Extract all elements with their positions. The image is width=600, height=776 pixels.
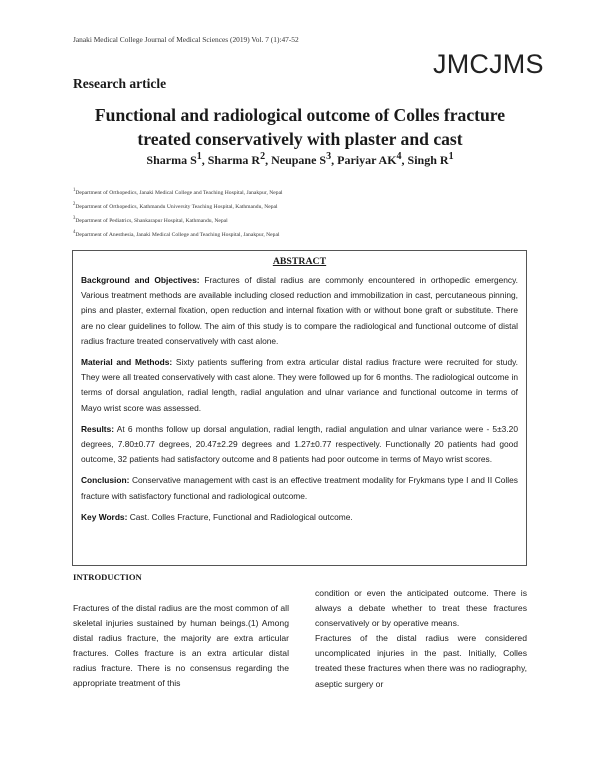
affiliation: $^2$Department of Orthopedics, Kathmandu University Teaching Hospital, Kathmandu, Nepal — [73, 202, 278, 210]
journal-citation: Janaki Medical College Journal of Medical Sciences (2019) Vol. 7 (1):47-52 — [73, 35, 299, 44]
abstract-methods: Material and Methods: Sixty patients suffering from extra articular distal radius fracture were recruited for study. They were all treated conservatively with cast alone. They were followed up for 6 months. The radiological outcome in terms of dorsal angulation, radial length, radial angulation and ulnar variance and functional outcome in terms of Mayo wrist score was assessed. — [81, 357, 518, 413]
author-list: Sharma $S^1$, Sharma $R^2$, Neupane $S^3$, Pariyar $AK^4$, Singh $R^1$ — [146, 151, 454, 167]
intro-column-right — [315, 586, 527, 692]
title-line-2: treated conservatively with plaster and cast — [137, 129, 463, 149]
affiliation: $^1$Department of Orthopedics, Janaki Medical College and Teaching Hospital, Janakpur, Nepal — [73, 188, 283, 196]
abstract-background: Background and Objectives: Fractures of distal radius are commonly encountered in orthopedic emergency. Various treatment methods are available including closed reduction and immobilization in cast, percutaneous pinning, pins and plaster, external fixation, open reduction and internal fixation with or without bone graft or substitute. There are no clear guidelines to follow. The aim of this study is to compare the radiological and functional outcome of distal radius fracture treated conservatively with cast alone. — [81, 275, 518, 346]
abstract-keywords: Key Words: Cast. Colles Fracture, Functional and Radiological outcome. — [81, 511, 353, 522]
abstract-heading: ABSTRACT — [272, 256, 327, 267]
abstract-box — [72, 250, 527, 566]
title-line-1: Functional and radiological outcome of Colles fracture — [94, 105, 506, 125]
journal-logo: JMCJMS — [433, 49, 544, 79]
affiliations — [73, 185, 283, 241]
intro-paragraph: condition or even the anticipated outcome. There is always a debate whether to treat these fractures conservatively or by operative means. — [315, 588, 527, 629]
introduction-heading: INTRODUCTION — [73, 572, 142, 582]
author: Sharma $R^2$ — [207, 151, 266, 167]
author: Sharma $S^1$ — [146, 151, 202, 167]
intro-paragraph: Fractures of the distal radius are the most common of all skeletal injuries sustained by human beings.(1) Among distal radius fracture, the majority are extra articular fractures. Colles fracture is an extra articular distal radius fracture. There is no consensus regarding the appropriate treatment of this — [73, 603, 289, 689]
author: Pariyar $AK^4$ — [337, 151, 402, 167]
abstract-conclusion: Conclusion: Conservative management with cast is an effective treatment modality for Frykmans type I and II Colles fracture with satisfactory functional and radiological outcome. — [81, 475, 518, 501]
author: Neupane $S^3$ — [271, 151, 332, 167]
intro-paragraph: Fractures of the distal radius were considered uncomplicated injuries in the past. Initially, Colles treated these fractures when there was no radiography, aseptic surgery or — [315, 633, 527, 689]
article-title — [73, 103, 527, 151]
article-type: Research article — [73, 76, 167, 91]
affiliation: $^4$Department of Anesthesia, Janaki Medical College and Teaching Hospital, Janakpur, Nepal — [73, 230, 280, 239]
abstract-results: Results: At 6 months follow up dorsal angulation, radial length, radial angulation and ulnar variance were - 5±3.20 degrees, 7.80±0.77 degrees, 20.47±2.29 degrees and 1.27±0.77 respectively. Functionally 20 patients had good outcome, 32 patients had satisfactory outcome and 8 patients had poor outcome in terms of Mayo wrist scores. — [81, 423, 518, 465]
intro-column-left — [73, 601, 289, 692]
author: Singh $R^1$ — [407, 151, 454, 167]
affiliation: $^3$Department of Pediatrics, Shankarapur Hospital, Kathmandu, Nepal — [73, 216, 228, 224]
